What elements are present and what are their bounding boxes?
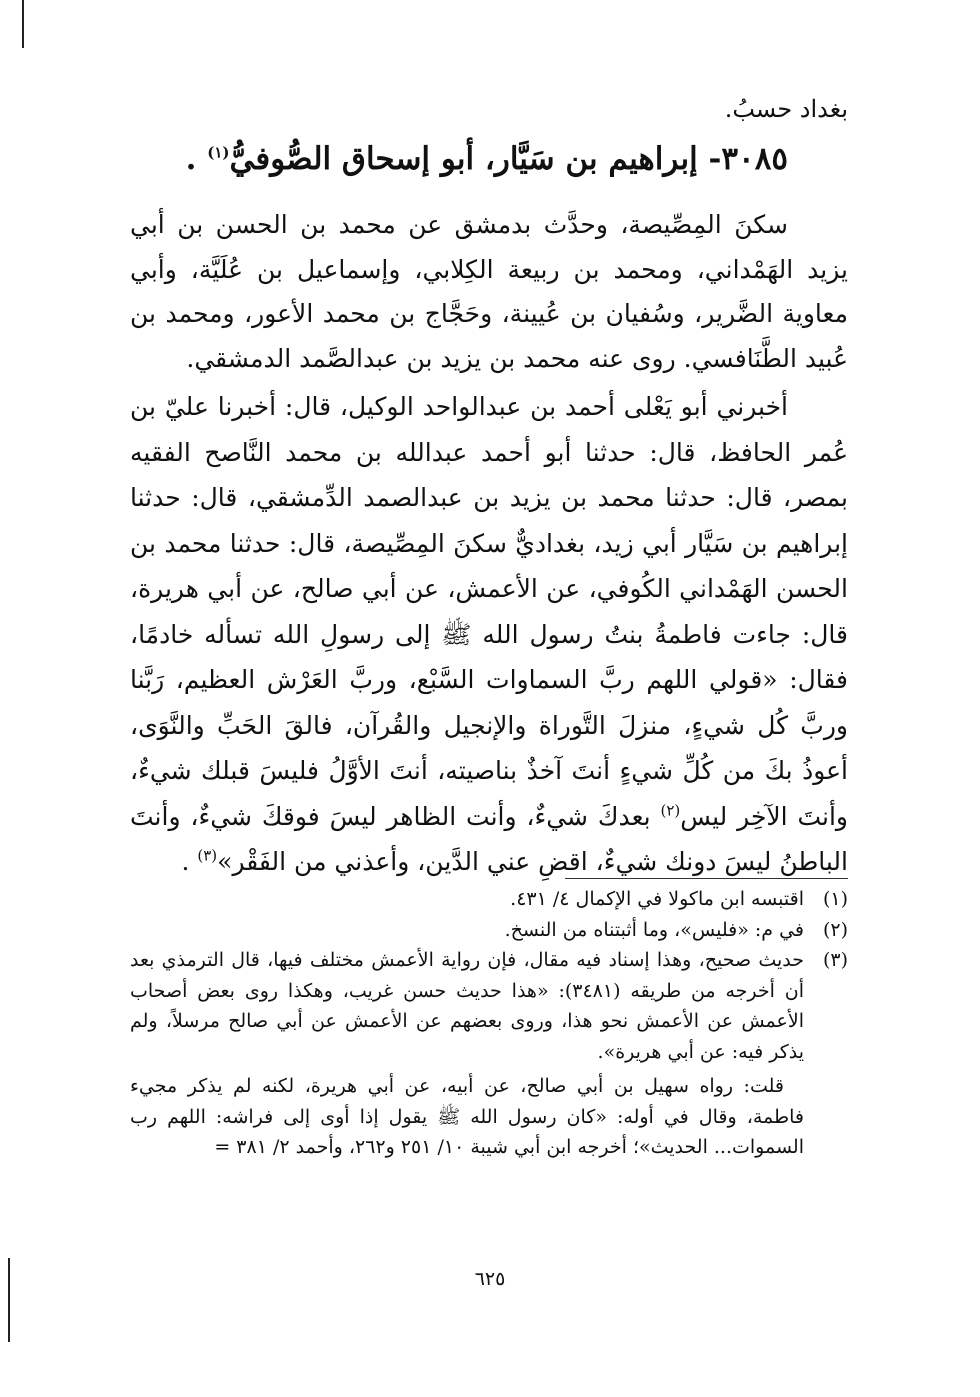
- footnote-separator: [565, 878, 848, 879]
- footnote-ref-2: (٢): [660, 801, 681, 820]
- scan-edge-mark: [22, 0, 24, 48]
- footnote-text: حديث صحيح، وهذا إسناد فيه مقال، فإن رواية الأعمش مختلف فيها، قال الترمذي بعد أن أخرجه من طريقه (٣٤٨١): «هذا حديث حسن غريب، وهكذا روى بعض أصحاب الأعمش عن الأعمش نحو هذا، وروى بعضهم عن الأعمش عن أبي صالح مرسلاً، ولم يذكر فيه: عن أبي هريرة».: [130, 949, 805, 1063]
- footnote-2: [130, 915, 848, 946]
- biography-paragraph: سكنَ المِصِّيصة، وحدَّث بدمشق عن محمد بن الحسن بن أبي يزيد الهَمْداني، ومحمد بن ربيعة الكِلابي، وإسماعيل بن عُلَيَّة، وأبي معاوية الضَّرير، وسُفيان بن عُيينة، وحَجَّاج بن محمد الأعور، ومحمد بن عُبيد الطَّنَافسي. روى عنه محمد بن يزيد بن عبدالصَّمد الدمشقي.: [130, 210, 848, 373]
- footnote-number: (٢): [822, 918, 848, 941]
- footnote-number: (١): [822, 888, 848, 910]
- previous-entry-tail: بغداد حسبُ.: [724, 95, 848, 123]
- footnote-3: [130, 945, 848, 1067]
- footnote-ref-3: (٣): [197, 846, 218, 865]
- footnote-1: [130, 884, 848, 915]
- hadith-paragraph: [130, 384, 848, 885]
- hadith-text-part-2: بعدكَ شيءٌ، وأنت الظاهر ليسَ فوقكَ شيءٌ، وأنتَ الباطنُ ليسَ دونك شيءٌ، اقضِ عني الدَّين، وأعذني من الفَقْر»: [130, 801, 848, 876]
- footnote-text: في م: «فليس»، وما أثبتناه من النسخ.: [504, 918, 804, 941]
- footnote-3-continuation: قلت: رواه سهيل بن أبي صالح، عن أبيه، عن أبي هريرة، لكنه لم يذكر مجيء فاطمة، وقال في أوله: «كان رسول الله ﷺ يقول إذا أوى إلى فراشه: اللهم رب السموات... الحديث»؛ أخرجه ابن أبي شيبة ١٠/ ٢٥١ و٢٦٢، وأحمد ٢/ ٣٨١ =: [130, 1075, 804, 1158]
- entry-title: [130, 137, 848, 181]
- hadith-text-part-3: .: [181, 847, 198, 876]
- footnotes: [130, 884, 848, 1163]
- page-number: ٦٢٥: [474, 1268, 506, 1290]
- hadith-text-part-1: أخبرني أبو يَعْلى أحمد بن عبدالواحد الوكيل، قال: أخبرنا عليّ بن عُمر الحافظ، قال: حدثنا أبو أحمد عبدالله بن محمد النَّاصح الفقيه بمصر، قال: حدثنا محمد بن يزيد بن عبدالصمد الدِّمشقي، قال: حدثنا إبراهيم بن سَيَّار أبي زيد، بغداديٌّ سكنَ المِصِّيصة، قال: حدثنا محمد بن الحسن الهَمْداني الكُوفي، عن الأعمش، عن أبي صالح، عن أبي هريرة، قال: جاءت فاطمةُ بنتُ رسول الله ﷺ إلى رسولِ الله تسأله خادمًا، فقال: «قولي اللهم ربَّ السماوات السَّبْع، وربَّ العَرْش العظيم، رَبَّنا وربَّ كُل شيءٍ، منزلَ التَّوراة والإنجيل والقُرآن، فالقَ الحَبِّ والنَّوَى، أعوذُ بكَ من كُلِّ شيءٍ أنتَ آخذٌ بناصيته، أنتَ الأوَّلُ فليسَ قبلك شيءٌ، وأنتَ الآخِر ليس: [130, 392, 848, 831]
- footnote-number: (٣): [822, 949, 848, 971]
- footnote-text: اقتبسه ابن ماكولا في الإكمال ٤/ ٤٣١.: [510, 888, 804, 910]
- entry-title-end: .: [185, 141, 208, 177]
- footnote-ref-1: (١): [207, 143, 230, 162]
- entry-title-text: ٣٠٨٥- إبراهيم بن سَيَّار، أبو إسحاق الصُّوفيُّ: [229, 141, 788, 177]
- scan-edge-mark: [8, 1258, 10, 1342]
